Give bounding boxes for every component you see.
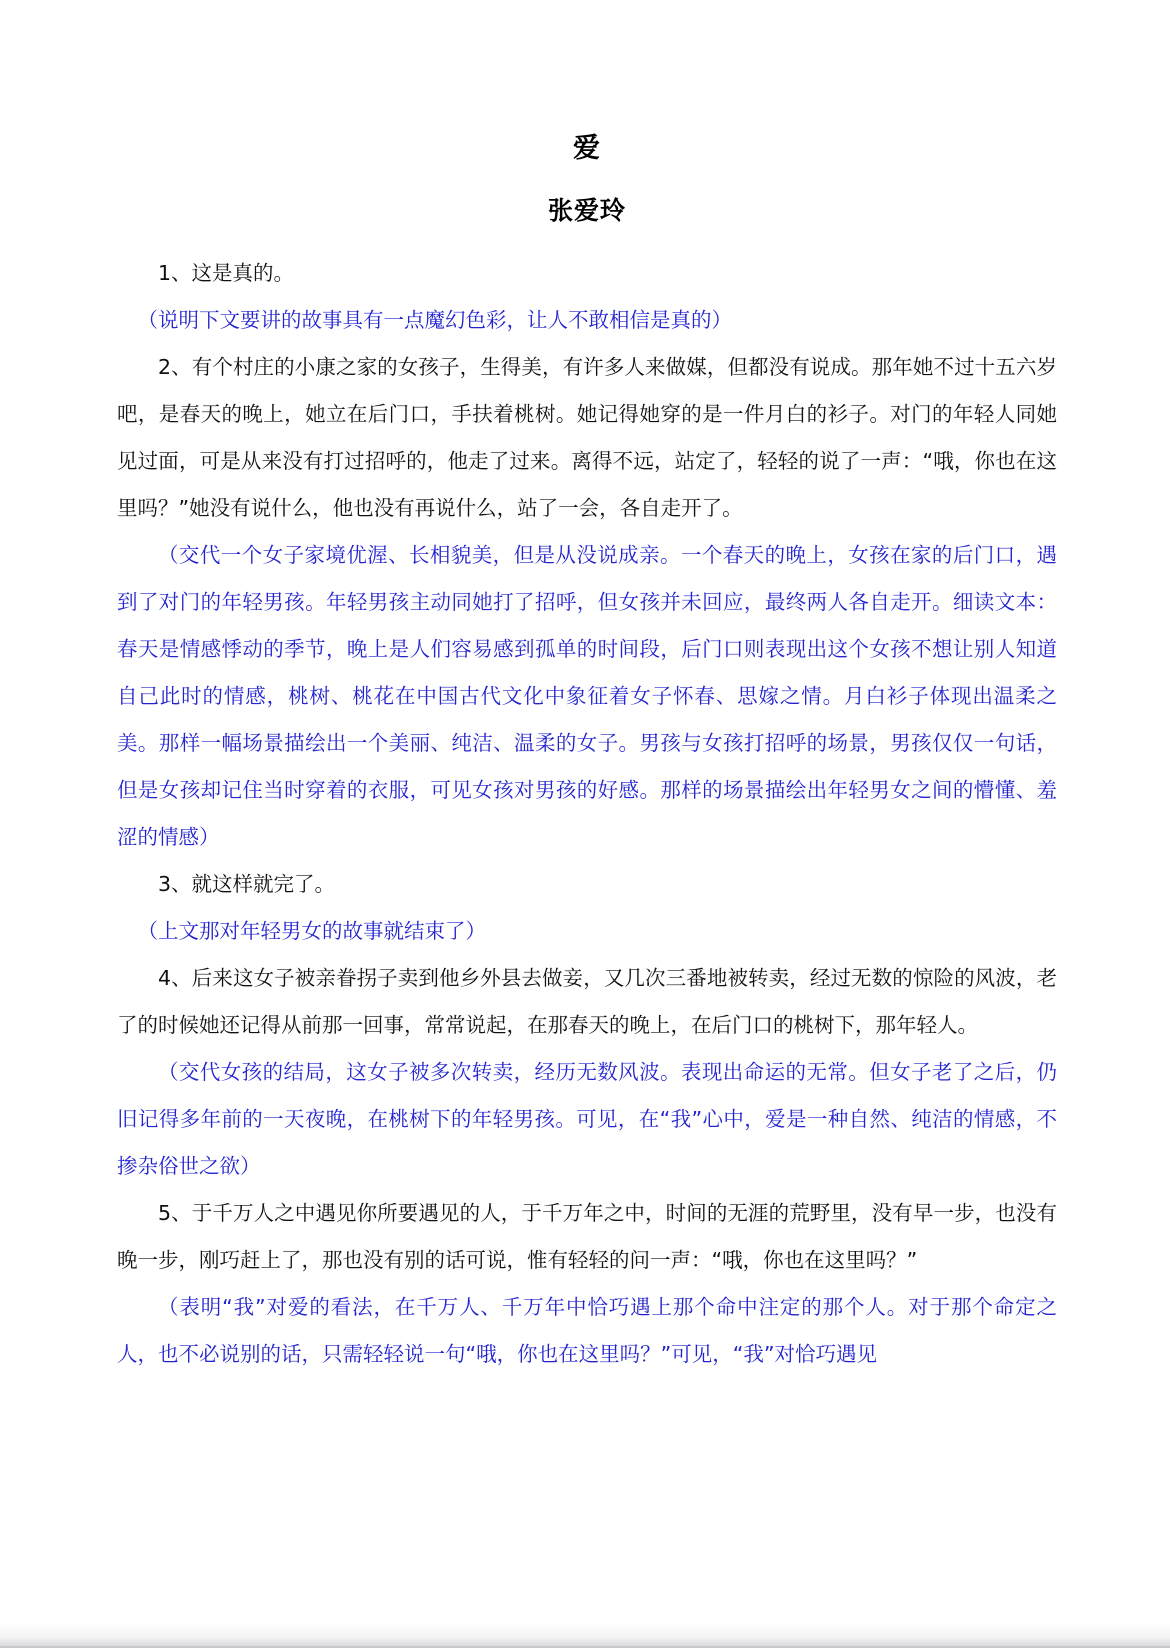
paragraph-1: 1、这是真的。 xyxy=(158,261,295,286)
annotation-1: （说明下文要讲的故事具有一点魔幻色彩，让人不敢相信是真的） xyxy=(137,308,732,333)
document-author: 张爱玲 xyxy=(547,196,626,226)
page-bottom-shadow xyxy=(0,1622,1170,1648)
annotation-4: （交代女孩的结局，这女子被多次转卖，经历无数风波。表现出命运的无常。但女子老了之后，仍旧记得多年前的一天夜晚，在桃树下的年轻男孩。可见，在“我”心中，爱是一种自然、纯洁的情感，不掺杂俗世之欲） xyxy=(117,1060,1057,1179)
paragraph-4: 4、后来这女子被亲眷拐子卖到他乡外县去做妾，又几次三番地被转卖，经过无数的惊险的风波，老了的时候她还记得从前那一回事，常常说起，在那春天的晚上，在后门口的桃树下，那年轻人。 xyxy=(117,966,1057,1038)
document-body xyxy=(117,250,1057,1378)
paragraph-2: 2、有个村庄的小康之家的女孩子，生得美，有许多人来做媒，但都没有说成。那年她不过十五六岁吧，是春天的晚上，她立在后门口，手扶着桃树。她记得她穿的是一件月白的衫子。对门的年轻人同她见过面，可是从来没有打过招呼的，他走了过来。离得不远，站定了，轻轻的说了一声：“哦，你也在这里吗？”她没有说什么，他也没有再说什么，站了一会，各自走开了。 xyxy=(117,355,1057,521)
paragraph-5: 5、于千万人之中遇见你所要遇见的人，于千万年之中，时间的无涯的荒野里，没有早一步，也没有晚一步，刚巧赶上了，那也没有别的话可说，惟有轻轻的问一声：“哦，你也在这里吗？” xyxy=(117,1201,1057,1273)
annotation-5: （表明“我”对爱的看法，在千万人、千万年中恰巧遇上那个命中注定的那个人。对于那个命定之人，也不必说别的话，只需轻轻说一句“哦，你也在这里吗？”可见，“我”对恰巧遇见 xyxy=(117,1295,1057,1367)
page-content-area xyxy=(117,0,1057,1378)
page-title: 爱 xyxy=(573,133,601,164)
annotation-3: （上文那对年轻男女的故事就结束了） xyxy=(137,919,486,944)
paragraph-3: 3、就这样就完了。 xyxy=(158,872,336,897)
annotation-2: （交代一个女子家境优渥、长相貌美，但是从没说成亲。一个春天的晚上，女孩在家的后门口，遇到了对门的年轻男孩。年轻男孩主动同她打了招呼，但女孩并未回应，最终两人各自走开。细读文本：春天是情感悸动的季节，晚上是人们容易感到孤单的时间段，后门口则表现出这个女孩不想让别人知道自己此时的情感，桃树、桃花在中国古代文化中象征着女子怀春、思嫁之情。月白衫子体现出温柔之美。那样一幅场景描绘出一个美丽、纯洁、温柔的女子。男孩与女孩打招呼的场景，男孩仅仅一句话，但是女孩却记住当时穿着的衣服，可见女孩对男孩的好感。那样的场景描绘出年轻男女之间的懵懂、羞涩的情感） xyxy=(117,543,1057,850)
